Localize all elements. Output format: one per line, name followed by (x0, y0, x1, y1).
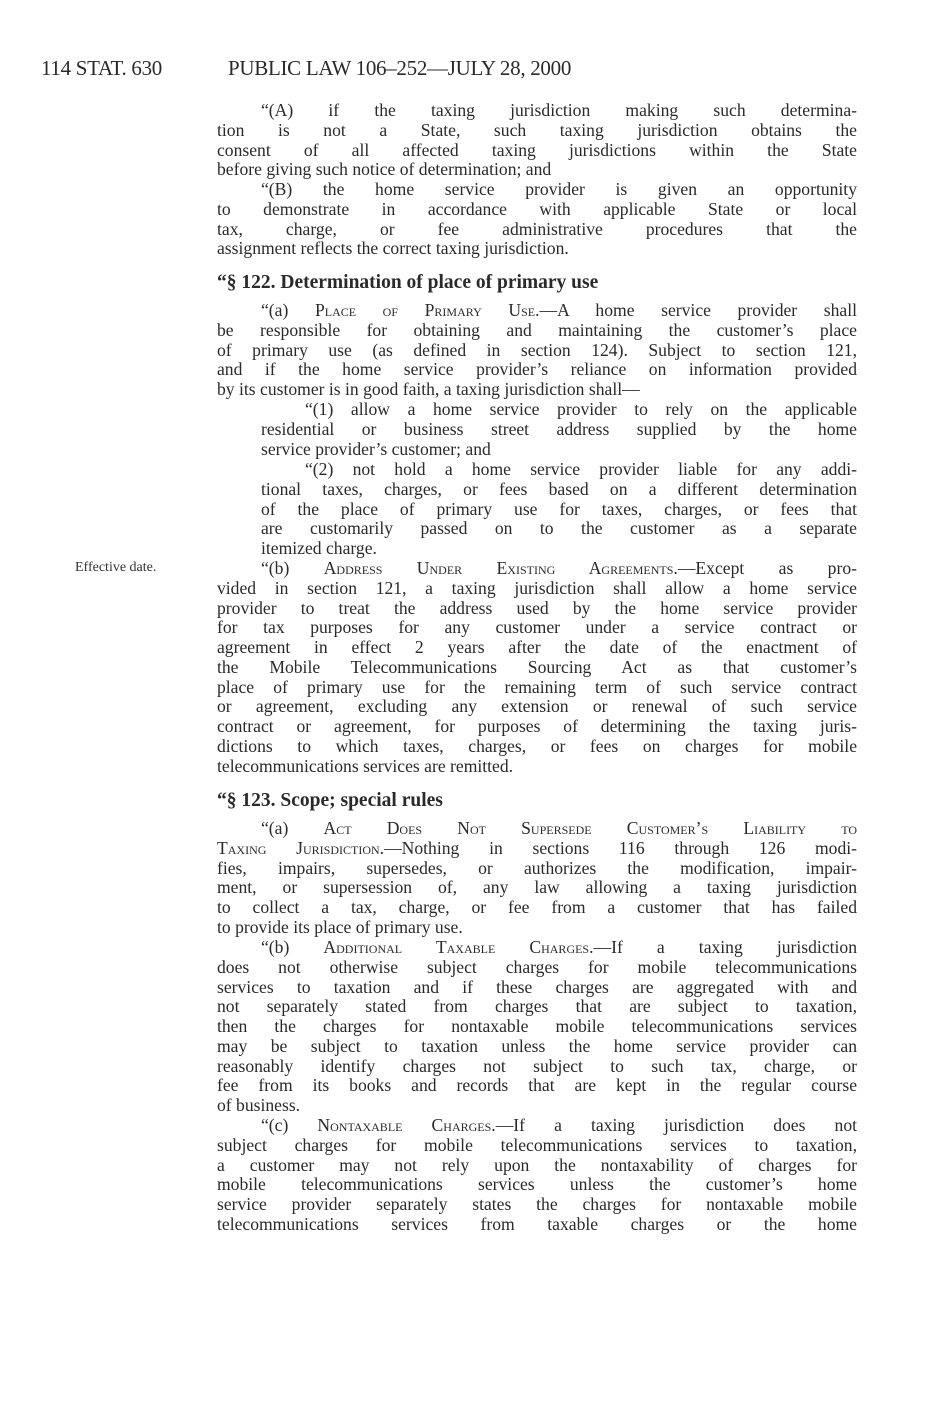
text-line: before giving such notice of determination; and (217, 159, 552, 180)
text-line: and if the home service provider’s reliance on information provided (217, 359, 857, 380)
text-line: consent of all affected taxing jurisdictions within the State (217, 139, 857, 160)
subsection-caption: Place of Primary Use. (314, 300, 540, 320)
text-line: fee from its books and records that are kept in the regular course (217, 1075, 857, 1096)
subsection-caption: Taxing Jurisdiction. (217, 837, 385, 858)
text-line: be responsible for obtaining and maintaining the customer’s place (217, 319, 857, 340)
public-law-title: PUBLIC LAW 106–252—JULY 28, 2000 (228, 56, 572, 80)
text-line: agreement in effect 2 years after the date of the enactment of (217, 637, 857, 657)
subsection-label: “(c) (261, 1115, 318, 1135)
text-line: ment, or supersession of, any law allowing a taxing jurisdiction (217, 877, 857, 898)
section-heading: “§ 122. Determination of place of primary use (217, 272, 599, 293)
text-line: tional taxes, charges, or fees based on a different determination (261, 478, 857, 499)
text-line: contract or agreement, for purposes of determining the taxing juris- (217, 716, 857, 736)
text-line (217, 559, 857, 579)
subsection-label: “(b) (261, 937, 324, 957)
text-line (217, 938, 857, 958)
margin-note-effective-date: Effective date. (75, 560, 157, 575)
section-123-c (217, 1116, 857, 1235)
paragraph-2 (261, 460, 857, 559)
text-line: “(1) allow a home service provider to rely on the applicable (305, 399, 857, 419)
text-line (217, 839, 857, 859)
subsection-caption: Additional Taxable Charges. (323, 937, 594, 957)
text-line: tion is not a State, such taxing jurisdiction obtains the (217, 119, 857, 140)
subsection-caption: Act Does Not Supersede Customer’s Liability to (323, 818, 858, 838)
text-line: tax, charge, or fee administrative procedures that the (217, 218, 857, 239)
text-line: are customarily passed on to the customer as a separate (261, 518, 857, 539)
subsection-caption: Address Under Existing Agreements. (323, 558, 678, 578)
text-line: by its customer is in good faith, a taxing jurisdiction shall— (217, 379, 640, 399)
subparagraph-B (217, 180, 857, 259)
text-line: to provide its place of primary use. (217, 916, 463, 937)
subparagraph-A (217, 101, 857, 180)
text-line: services to taxation and if these charges are aggregated with and (217, 976, 857, 997)
text-run: —Nothing in sections 116 through 126 modi- (384, 837, 858, 858)
text-line: service provider’s customer; and (261, 438, 491, 459)
statute-page-reference: 114 STAT. 630 (41, 56, 163, 80)
text-line: vided in section 121, a taxing jurisdiction shall allow a home service (217, 577, 857, 598)
section-122-b (217, 559, 857, 776)
text-line: of the place of primary use for taxes, charges, or fees that (261, 498, 857, 519)
text-line (217, 301, 857, 321)
text-line: itemized charge. (261, 538, 377, 558)
text-line: dictions to which taxes, charges, or fees on charges for mobile (217, 735, 857, 756)
section-122 (217, 270, 857, 296)
text-line: service provider separately states the charges for nontaxable mobile (217, 1194, 857, 1214)
text-line: then the charges for nontaxable mobile telecommunications services (217, 1016, 857, 1036)
subsection-label: “(a) (261, 300, 315, 320)
text-line: “(A) if the taxing jurisdiction making such determina- (261, 100, 857, 120)
text-run: —If a taxing jurisdiction does not (495, 1115, 857, 1135)
text-line: does not otherwise subject charges for mobile telecommunications (217, 956, 857, 977)
text-line: of business. (217, 1095, 301, 1115)
subsection-label: “(b) (261, 558, 324, 578)
text-line: “(B) the home service provider is given an opportunity (261, 179, 857, 199)
text-line: may be subject to taxation unless the home service provider can (217, 1035, 857, 1056)
subsection-label: “(a) (261, 818, 324, 838)
text-line: not separately stated from charges that are subject to taxation, (217, 996, 857, 1017)
text-line: mobile telecommunications services unless the customer’s home (217, 1174, 857, 1195)
text-line: telecommunications services are remitted. (217, 755, 514, 776)
section-122-a (217, 301, 857, 400)
text-line: assignment reflects the correct taxing jurisdiction. (217, 238, 569, 259)
text-line (217, 819, 857, 839)
text-run: —Except as pro- (677, 558, 857, 578)
text-line: or agreement, excluding any extension or renewal of such service (217, 696, 857, 717)
text-line: residential or business street address supplied by the home (261, 418, 857, 439)
text-line (217, 1116, 857, 1136)
text-line: fies, impairs, supersedes, or authorizes the modification, impair- (217, 857, 857, 878)
section-123-a (217, 819, 857, 938)
section-123 (217, 788, 857, 814)
text-line: of primary use (as defined in section 124). Subject to section 121, (217, 339, 857, 360)
section-123-b (217, 938, 857, 1116)
text-line: to demonstrate in accordance with applicable State or local (217, 198, 857, 219)
text-run: —If a taxing jurisdiction (593, 937, 858, 957)
text-run: —A home service provider shall (539, 300, 857, 320)
text-line: to collect a tax, charge, or fee from a customer that has failed (217, 897, 857, 917)
text-line: provider to treat the address used by the home service provider (217, 597, 857, 618)
text-line: the Mobile Telecommunications Sourcing Act as that customer’s (217, 656, 857, 677)
text-line: reasonably identify charges not subject to such tax, charge, or (217, 1055, 857, 1076)
paragraph-1 (261, 400, 857, 459)
text-line: telecommunications services from taxable charges or the home (217, 1213, 857, 1234)
text-line: a customer may not rely upon the nontaxability of charges for (217, 1154, 857, 1175)
text-line: for tax purposes for any customer under a service contract or (217, 617, 857, 638)
text-line: place of primary use for the remaining term of such service contract (217, 676, 857, 697)
section-heading: “§ 123. Scope; special rules (217, 790, 443, 811)
text-line: subject charges for mobile telecommunications services to taxation, (217, 1134, 857, 1155)
text-line: “(2) not hold a home service provider liable for any addi- (305, 459, 857, 479)
subsection-caption: Nontaxable Charges. (317, 1115, 496, 1135)
